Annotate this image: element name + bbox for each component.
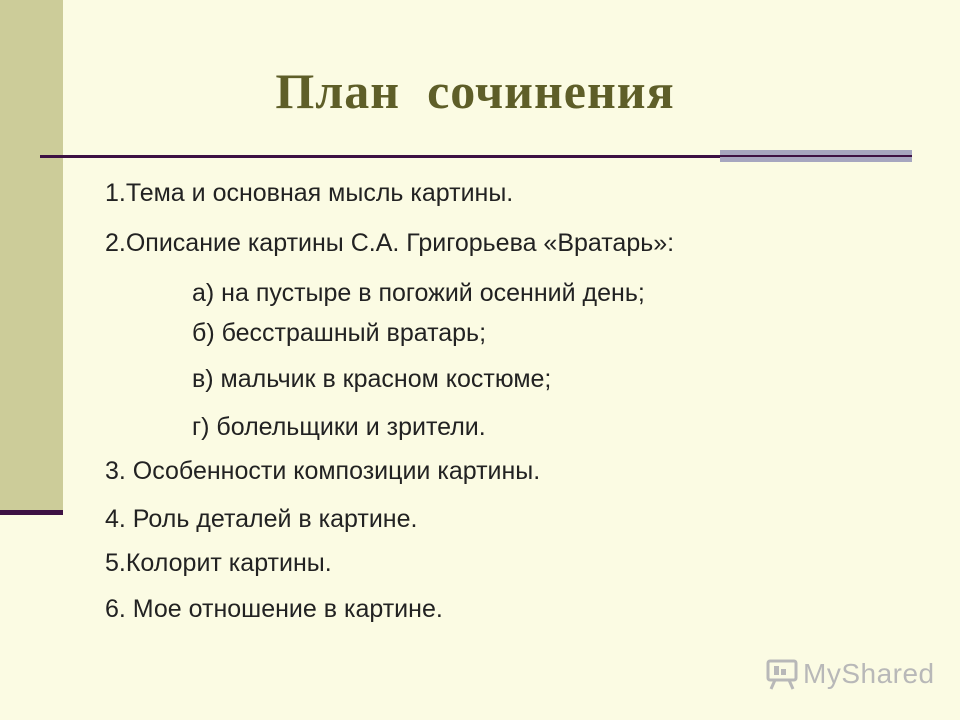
plan-item-1: 1.Тема и основная мысль картины. bbox=[105, 179, 514, 207]
presentation-board-icon bbox=[765, 657, 799, 691]
plan-subitem-g: г) болельщики и зрители. bbox=[192, 413, 486, 441]
watermark-text: MyShared bbox=[803, 658, 935, 689]
plan-item-6: 6. Мое отношение в картине. bbox=[105, 595, 443, 623]
plan-subitem-b: б) бесстрашный вратарь; bbox=[192, 319, 487, 347]
plan-item-4: 4. Роль деталей в картине. bbox=[105, 505, 418, 533]
title-rule bbox=[40, 155, 720, 158]
plan-item-5: 5.Колорит картины. bbox=[105, 549, 332, 577]
plan-item-2: 2.Описание картины С.А. Григорьева «Вратарь»: bbox=[105, 229, 675, 257]
plan-subitem-a: а) на пустыре в погожий осенний день; bbox=[192, 279, 645, 307]
title-rule-thin-segment bbox=[720, 155, 912, 157]
left-accent-underline bbox=[0, 510, 63, 515]
plan-item-3: 3. Особенности композиции картины. bbox=[105, 457, 541, 485]
slide-title: План сочинения bbox=[275, 63, 675, 119]
plan-subitem-v: в) мальчик в красном костюме; bbox=[192, 365, 552, 393]
myshared-watermark bbox=[765, 654, 935, 694]
